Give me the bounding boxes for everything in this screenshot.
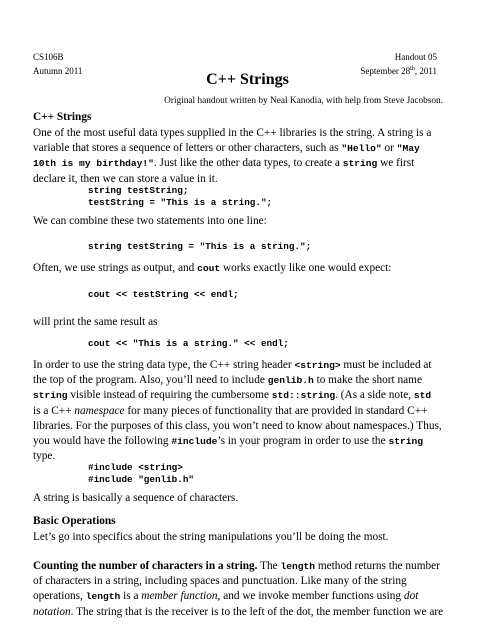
- section-heading-basic-operations: Basic Operations: [33, 515, 116, 527]
- code-block-includes: #include <string> #include "genlib.h": [88, 462, 195, 485]
- code-block-cout: cout << testString << endl;: [88, 289, 239, 300]
- course-code: CS106B: [33, 52, 64, 62]
- text-line: the top of the program. Also, you’ll need to include genlib.h to make the short name: [33, 374, 422, 387]
- text-line: notation. The string that is the receiver is to the left of the dot, the member function we are: [33, 605, 444, 618]
- combine-paragraph: We can combine these two statements into one line:: [33, 215, 267, 227]
- code-block-cout-literal: cout << "This is a string." << endl;: [88, 338, 289, 349]
- text-line: operations, length is a member function, and we invoke member functions using dot: [33, 590, 419, 603]
- text-line: In order to use the string data type, the C++ string header <string> must be included at: [33, 359, 432, 371]
- text-line: you would have the following #include’s in your program in order to use the string: [33, 435, 423, 448]
- text-line: string visible instead of requiring the cumbersome std::string. (As a side note, std: [33, 389, 432, 402]
- code-block-combined: string testString = "This is a string.";: [88, 241, 312, 252]
- handout-number: Handout 05: [394, 52, 437, 62]
- text-line: libraries. For the purposes of this class, you won’t need to know about namespaces.) Thus,: [33, 419, 442, 432]
- text-line: declare it, then we can store a value in it.: [33, 172, 218, 185]
- term: Autumn 2011: [33, 66, 83, 76]
- basic-ops-intro: Let’s go into specifics about the string manipulations you’ll be doing the most.: [33, 531, 389, 543]
- header-include-paragraph: [33, 358, 465, 464]
- output-paragraph: Often, we use strings as output, and cout works exactly like one would expect:: [33, 262, 392, 274]
- code-block-declare: string testString; testString = "This is a string.";: [88, 185, 273, 208]
- text-line: One of the most useful data types supplied in the C++ libraries is the string. A string is a: [33, 127, 432, 139]
- text-line: 10th is my birthday!". Just like the other data types, to create a string we first: [33, 157, 415, 170]
- section-heading-cpp-strings: C++ Strings: [33, 111, 92, 123]
- text-line: Counting the number of characters in a string. The length method returns the number: [33, 560, 440, 572]
- credit-line: Original handout written by Neal Kanodia, with help from Steve Jacobson.: [164, 96, 443, 106]
- text-line: of characters in a string, including spaces and punctuation. Like many of the string: [33, 575, 407, 588]
- page-title: C++ Strings: [206, 71, 289, 88]
- text-line: variable that stores a sequence of letters or other characters, such as "Hello" or "May: [33, 142, 420, 155]
- intro-paragraph: [33, 126, 465, 187]
- text-line: type.: [33, 450, 56, 463]
- sequence-paragraph: A string is basically a sequence of characters.: [33, 492, 239, 504]
- text-line: is a C++ namespace for many pieces of functionality that are provided in standard C++: [33, 404, 428, 417]
- length-paragraph: [33, 559, 465, 620]
- handout-date: September 28th, 2011: [360, 66, 437, 76]
- print-paragraph: will print the same result as: [33, 316, 158, 328]
